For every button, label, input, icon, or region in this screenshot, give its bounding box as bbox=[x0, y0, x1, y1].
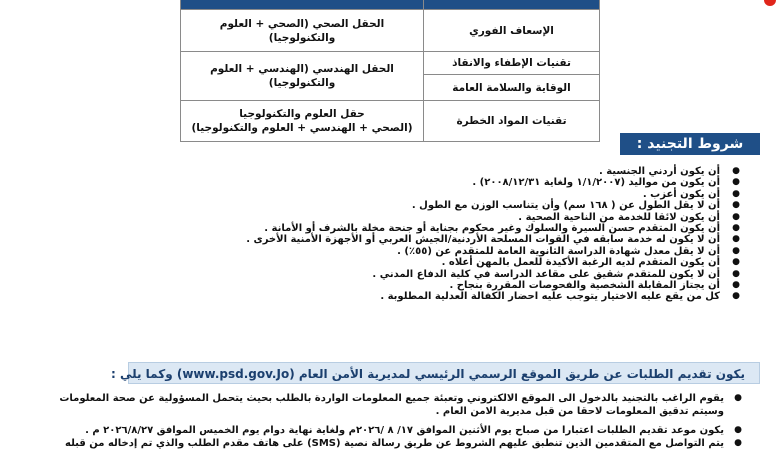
list-item bbox=[106, 223, 746, 234]
procedure-text: يتم التواصل مع المتقدمين الذين تنطبق عليهم الشروط عن طريق رسالة نصية (SMS) على هاتف مقدم الطلب والذي تم إدخاله من قبله bbox=[65, 438, 724, 449]
list-item bbox=[106, 166, 746, 177]
table-row bbox=[181, 10, 600, 52]
table-cell-specialty: تقنيات المواد الخطرة bbox=[423, 101, 599, 142]
bullet-icon: ● bbox=[732, 279, 740, 290]
table-row bbox=[181, 52, 600, 75]
list-item bbox=[106, 246, 746, 257]
bullet-icon: ● bbox=[732, 245, 740, 256]
list-item bbox=[106, 189, 746, 200]
bullet-icon: ● bbox=[734, 425, 742, 435]
condition-text: أن يكون من مواليد (١/١/٢٠٠٧ ولغاية ٢٠٠٨/١٢/٣١) . bbox=[472, 177, 720, 189]
bullet-icon: ● bbox=[732, 188, 740, 199]
condition-text: أن يجتاز المقابلة الشخصية والفحوصات المقررة بنجاح . bbox=[449, 279, 720, 291]
list-item bbox=[106, 200, 746, 211]
specialties-table bbox=[180, 0, 600, 142]
list-item-continuation bbox=[11, 405, 746, 418]
list-item bbox=[106, 269, 746, 280]
bullet-icon: ● bbox=[732, 234, 740, 245]
procedure-text: يقوم الراغب بالتجنيد بالدخول الى الموقع الالكتروني وتعبئة جميع المعلومات الواردة بالطلب بحيث يتحمل المسؤولية عن صحة المعلومات bbox=[59, 393, 724, 404]
procedures-list bbox=[11, 392, 746, 450]
bullet-icon: ● bbox=[732, 177, 740, 188]
list-item bbox=[106, 177, 746, 188]
table-cell-specialty: تقنيات الإطفاء والانقاذ bbox=[423, 52, 599, 75]
condition-text: أن يكون المتقدم حسن السيرة والسلوك وغير محكوم بجناية أو جنحة مخلة بالشرف أو الأمانة . bbox=[264, 222, 720, 234]
condition-text: كل من يقع عليه الاختيار يتوجب عليه احضار الكفالة العدلية المطلوبة . bbox=[380, 291, 720, 303]
condition-text: أن لا يكون له خدمة سابقه في القوات المسلحة الأردنية/الجيش العربي أو الأجهزة الأمنية الأخرى . bbox=[246, 234, 720, 246]
condition-text: أن يكون المتقدم لديه الرغبة الأكيدة للعمل بالمهن أعلاه . bbox=[441, 257, 720, 269]
bullet-icon: ● bbox=[734, 438, 742, 448]
list-item bbox=[11, 392, 746, 405]
list-item bbox=[106, 234, 746, 245]
table-header-field bbox=[181, 0, 424, 10]
bullet-icon: ● bbox=[732, 166, 740, 176]
bullet-icon: ● bbox=[732, 257, 740, 268]
table-cell-field-line: حقل العلوم والتكنولوجيا bbox=[239, 108, 365, 120]
conditions-heading: شروط التجنيد : bbox=[620, 133, 760, 155]
condition-text: أن لا يكون للمتقدم شقيق على مقاعد الدراسة في كلية الدفاع المدني . bbox=[372, 268, 720, 280]
conditions-list bbox=[106, 166, 746, 303]
table-cell-field bbox=[181, 101, 424, 142]
list-item bbox=[106, 257, 746, 268]
table-cell-field-line: (الصحي + الهندسي + العلوم والتكنولوجيا) bbox=[191, 122, 413, 134]
procedure-text: وسيتم تدقيق المعلومات لاحقا من قبل مديرية الامن العام . bbox=[435, 406, 724, 417]
list-item bbox=[106, 280, 746, 291]
bullet-icon: ● bbox=[732, 291, 740, 302]
procedure-text: يكون موعد تقديم الطلبات اعتبارا من صباح يوم الأثنين الموافق ١٧/ ٨ /٢٠٢٦م ولغاية نهاية دوام يوم الخميس الموافق ٢٠٢٦/٨/٢٧ م . bbox=[85, 425, 724, 436]
table-cell-specialty: الإسعاف الفوري bbox=[423, 10, 599, 52]
condition-text: أن لا يقل معدل شهادة الدراسة الثانوية العامة للمتقدم عن (٥٥٪) . bbox=[397, 245, 720, 257]
list-item bbox=[106, 291, 746, 302]
table-cell-specialty: الوقاية والسلامة العامة bbox=[423, 75, 599, 101]
list-item bbox=[106, 212, 746, 223]
submission-instructions-bar: يكون تقديم الطلبات عن طريق الموقع الرسمي الرئيسي لمديرية الأمن العام (www.psd.gov.Jo) وكما يلي : bbox=[128, 362, 760, 384]
bullet-icon: ● bbox=[734, 393, 742, 403]
list-item bbox=[11, 424, 746, 437]
table-header-specialty bbox=[423, 0, 599, 10]
condition-text: أن يكون لائقا للخدمة من الناحية الصحية . bbox=[518, 211, 720, 223]
bullet-icon: ● bbox=[732, 200, 740, 211]
corner-mark bbox=[764, 0, 776, 6]
list-item bbox=[11, 437, 746, 450]
table-header-row bbox=[181, 0, 600, 10]
bullet-icon: ● bbox=[732, 222, 740, 233]
table-cell-field: الحقل الهندسي (الهندسي + العلوم والتكنولوجيا) bbox=[181, 52, 424, 101]
table-cell-field: الحقل الصحي (الصحي + العلوم والتكنولوجيا) bbox=[181, 10, 424, 52]
condition-text: أن لا يقل الطول عن ( ١٦٨ سم) وأن يتناسب الوزن مع الطول . bbox=[411, 200, 720, 212]
bullet-icon: ● bbox=[732, 211, 740, 222]
bullet-icon: ● bbox=[732, 268, 740, 279]
table-row bbox=[181, 101, 600, 142]
condition-text: أن يكون أعزب . bbox=[642, 188, 720, 200]
condition-text: أن يكون أردني الجنسية . bbox=[598, 166, 720, 177]
